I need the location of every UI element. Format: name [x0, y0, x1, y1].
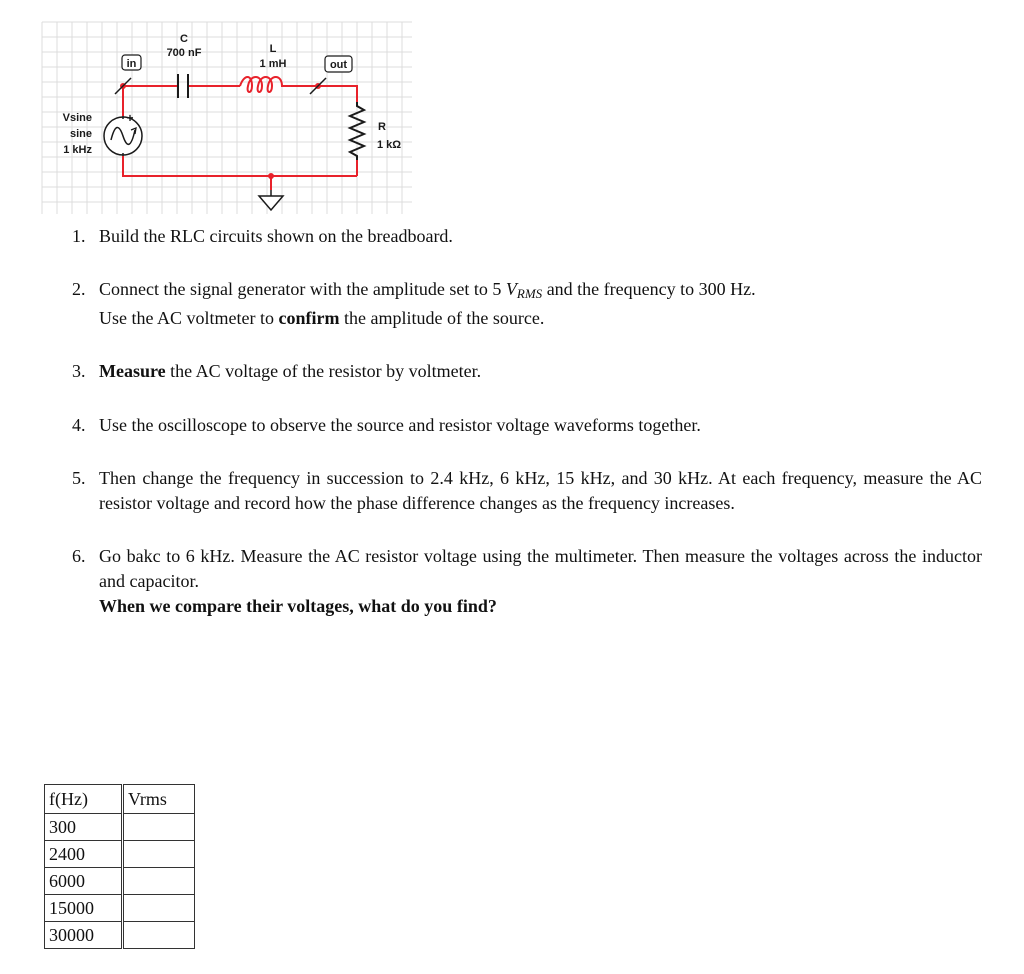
sine-source-symbol — [104, 116, 142, 156]
instruction-text: Build the RLC circuits shown on the breadboard. — [99, 226, 453, 246]
instruction-text: Connect the signal generator with the amplitude set to 5 $V_{RMS}$ and the frequency to 300 Hz. Use the AC voltmeter to confirm the amplitude of the source. — [99, 279, 756, 328]
vrms-cell[interactable] — [123, 895, 195, 922]
instruction-2 — [72, 277, 982, 331]
header-vrms: Vrms — [123, 785, 195, 814]
instruction-number: 2. — [72, 279, 86, 299]
instruction-text: Then change the frequency in succession to 2.4 kHz, 6 kHz, 15 kHz, and 30 kHz. At each frequency, measure the AC resistor voltage and record how the phase difference changes as the frequency increases. — [99, 468, 982, 513]
instruction-3 — [72, 359, 982, 384]
table-row — [45, 868, 195, 895]
header-frequency: f(Hz) — [45, 785, 123, 814]
instruction-text: Use the oscilloscope to observe the source and resistor voltage waveforms together. — [99, 415, 701, 435]
instruction-number: 4. — [72, 415, 86, 435]
resistor-value: 1 kΩ — [377, 139, 402, 151]
out-label: out — [329, 59, 348, 71]
instruction-text: Measure the AC voltage of the resistor by voltmeter. — [99, 361, 482, 381]
inductor-name: L — [269, 43, 277, 55]
source-plus-sign: + — [126, 111, 134, 125]
source-frequency: 1 kHz — [63, 144, 92, 156]
table-header-row — [45, 785, 195, 814]
instruction-4 — [72, 413, 982, 438]
vrms-cell[interactable] — [123, 841, 195, 868]
wire-inductor-to-out — [290, 86, 357, 102]
frequency-cell: 6000 — [45, 868, 123, 895]
frequency-cell: 15000 — [45, 895, 123, 922]
table-row — [45, 922, 195, 949]
resistor-name: R — [378, 121, 386, 133]
instruction-1 — [72, 224, 982, 249]
instruction-number: 3. — [72, 361, 86, 381]
table-row — [45, 895, 195, 922]
circuit-diagram — [0, 0, 440, 224]
capacitor-value: 700 nF — [166, 47, 202, 59]
instruction-number: 1. — [72, 226, 86, 246]
table-row — [45, 841, 195, 868]
instruction-6 — [72, 544, 982, 619]
capacitor-symbol — [178, 74, 188, 98]
instruction-question: When we compare their voltages, what do you find? — [99, 596, 497, 616]
vrms-cell[interactable] — [123, 814, 195, 841]
node-ground — [268, 173, 274, 179]
wires — [123, 86, 357, 190]
ground-symbol — [259, 196, 283, 210]
instruction-number: 5. — [72, 468, 86, 488]
capacitor-name: C — [180, 33, 188, 45]
instruction-list — [72, 224, 982, 619]
source-name: Vsine — [62, 112, 92, 124]
table-row — [45, 814, 195, 841]
instruction-5 — [72, 466, 982, 516]
instruction-text: Go bakc to 6 kHz. Measure the AC resistor voltage using the multimeter. Then measure the voltages across the inductor and capacitor. — [99, 546, 982, 591]
measurement-table — [44, 784, 195, 949]
frequency-cell: 30000 — [45, 922, 123, 949]
wire-bottom — [123, 156, 357, 176]
vrms-cell[interactable] — [123, 868, 195, 895]
instruction-number: 6. — [72, 546, 86, 566]
inductor-value: 1 mH — [259, 58, 287, 70]
vrms-cell[interactable] — [123, 922, 195, 949]
frequency-cell: 2400 — [45, 841, 123, 868]
source-type: sine — [69, 128, 92, 140]
in-label: in — [126, 58, 137, 70]
frequency-cell: 300 — [45, 814, 123, 841]
